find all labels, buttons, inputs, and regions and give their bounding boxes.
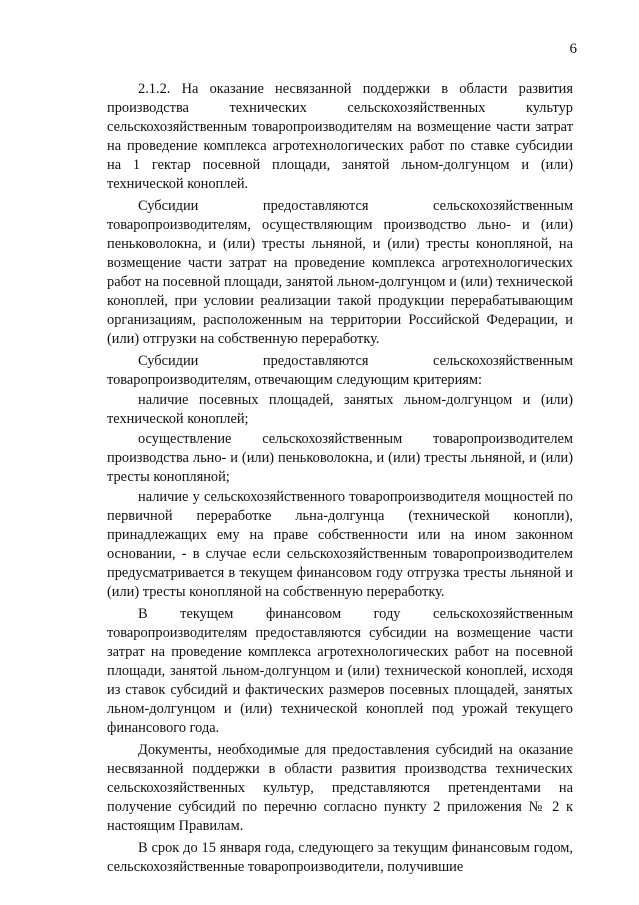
paragraph-criterion-production: осуществление сельскохозяйственным товаропроизводителем производства льно- и (или) пеньковолокна, и (или) тресты льняной, и (или) тресты конопляной; [107,431,573,485]
paragraph-2-1-2: 2.1.2. На оказание несвязанной поддержки в области развития производства технических сельскохозяйственных культур сельскохозяйственным товаропроизводителям на возмещение части затрат на проведение комплекса агротехнологических работ по ставке субсидии на 1 гектар посевной площади, занятой льном-долгунцом и (или) технической коноплей. [107,81,573,192]
paragraph-required-documents: Документы, необходимые для предоставления субсидий на оказание несвязанной поддержки в области развития производства технических сельскохозяйственных культур, представляются претендентами на получение субсидий по перечню согласно пункту 2 приложения № 2 к настоящим Правилам. [107,742,573,834]
paragraph-subsidy-purpose: Субсидии предоставляются сельскохозяйственным товаропроизводителям, осуществляющим производство льно- и (или) пеньковолокна, и (или) тресты льняной, и (или) тресты конопляной, на возмещение части затрат на проведение комплекса агротехнологических работ на посевной площади, занятой льном-долгунцом и (или) технической коноплей, при условии реализации такой продукции перерабатывающим организациям, расположенным на территории Российской Федерации, и (или) отгрузки на собственную переработку. [107,198,573,347]
page-number: 6 [569,41,577,57]
paragraph-criterion-processing-capacity: наличие у сельскохозяйственного товаропроизводителя мощностей по первичной переработке льна-долгунца (технической конопли), принадлежащих ему на праве собственности или на ином законном основании, - в случае если сельскохозяйственным товаропроизводителем предусматривается в текущем финансовом году отгрузка тресты льняной и (или) тресты конопляной на собственную переработку. [107,489,573,600]
paragraph-criteria-intro: Субсидии предоставляются сельскохозяйственным товаропроизводителям, отвечающим следующим критериям: [107,353,573,388]
paragraph-subsidy-calculation: В текущем финансовом году сельскохозяйственным товаропроизводителям предоставляются субсидии на возмещение части затрат на проведение комплекса агротехнологических работ на посевной площади, занятой льном-долгунцом и (или) технической коноплей, исходя из ставок субсидий и фактических размеров посевных площадей, занятых льном-долгунцом и (или) технической коноплей под урожай текущего финансового года. [107,606,573,736]
paragraph-criterion-sown-area: наличие посевных площадей, занятых льном-долгунцом и (или) технической коноплей; [107,392,573,427]
document-body [107,80,573,880]
paragraph-reporting-deadline: В срок до 15 января года, следующего за текущим финансовым годом, сельскохозяйственные товаропроизводители, получившие [107,840,573,875]
